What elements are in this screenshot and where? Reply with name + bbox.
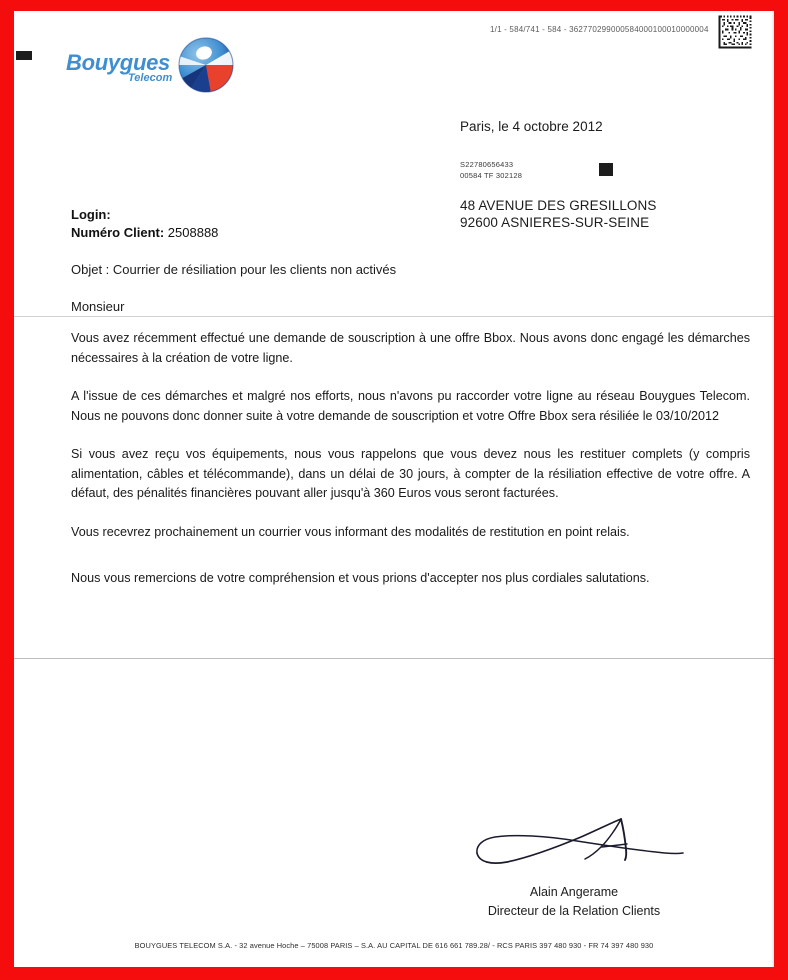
client-number-label: Numéro Client: <box>71 225 165 240</box>
letter-paragraph: A l'issue de ces démarches et malgré nos efforts, nous n'avons pu raccorder votre ligne au réseau Bouygues Telecom. Nous ne pouvons donc donner suite à votre demande de souscription et votre Offre Bbox sera résiliée le 03/10/2012 <box>71 389 750 423</box>
letter-salutation: Monsieur <box>71 299 125 314</box>
reference-code-2: 00584 TF 302128 <box>460 171 523 180</box>
letter-body <box>71 329 750 608</box>
client-number-row <box>71 224 218 242</box>
reference-code-1: S22780656433 <box>460 160 514 169</box>
bouygues-emblem-icon <box>177 36 235 94</box>
scan-edge-shadow <box>771 11 774 967</box>
address-line-2: 92600 ASNIERES-SUR-SEINE <box>460 215 650 230</box>
handwritten-signature-icon <box>469 809 689 877</box>
client-number-value: 2508888 <box>167 225 219 240</box>
scan-artifact-line-bottom <box>14 658 774 659</box>
address-line-1: 48 AVENUE DES GRESILLONS <box>460 198 657 213</box>
logo-wordmark: Bouygues <box>66 50 170 75</box>
letter-paragraph: Vous recevrez prochainement un courrier vous informant des modalités de restitution en point relais. <box>71 524 630 539</box>
letter-date: Paris, le 4 octobre 2012 <box>460 119 603 134</box>
recipient-reference-codes <box>460 159 522 181</box>
logo-subbrand: Telecom <box>128 72 173 84</box>
datamatrix-barcode-icon <box>717 14 753 50</box>
recipient-address <box>460 197 656 231</box>
paper-sheet <box>14 11 774 967</box>
signer-title: Directeur de la Relation Clients <box>487 904 661 918</box>
account-identifiers <box>71 206 218 242</box>
signer-name: Alain Angerame <box>529 885 619 899</box>
signer-block <box>404 883 744 921</box>
registration-mark-left <box>16 51 32 60</box>
letter-subject: Objet : Courrier de résiliation pour les clients non activés <box>71 262 397 277</box>
login-row <box>71 206 218 224</box>
letter-paragraph: Vous avez récemment effectué une demande de souscription à une offre Bbox. Nous avons donc engagé les démarches nécessaires à la création de votre ligne. <box>71 331 750 365</box>
login-label: Login: <box>71 207 111 222</box>
registration-mark-address <box>599 163 613 176</box>
letter-paragraph: Nous vous remercions de votre compréhension et vous prions d'accepter nos plus cordiales salutations. <box>71 571 650 585</box>
footer-legal-text: BOUYGUES TELECOM S.A. - 32 avenue Hoche – 75008 PARIS – S.A. AU CAPITAL DE 616 661 789.28/ - RCS PARIS 397 480 930 - FR 74 397 480 930 <box>134 941 654 950</box>
bouygues-telecom-logo <box>66 33 246 103</box>
barcode-codeline-text: 1/1 - 584/741 - 584 - 362770299000584000100010000004 <box>490 25 709 34</box>
scan-artifact-line-top <box>14 316 774 317</box>
letter-paragraph: Si vous avez reçu vos équipements, nous vous rappelons que vous devez nous les restituer complets (y compris alimentation, câbles et télécommande), dans un délai de 30 jours, à compter de la résiliation effective de votre offre. A défaut, des pénalités financières pouvant aller jusqu'à 360 Euros vous seront facturées. <box>71 447 750 500</box>
